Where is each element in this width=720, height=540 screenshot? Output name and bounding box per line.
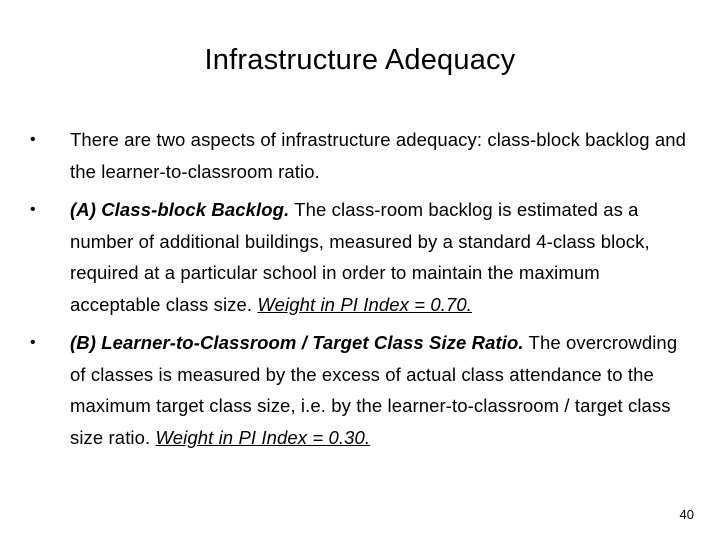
bullet-marker: • [30, 131, 36, 148]
page-number: 40 [679, 507, 694, 522]
bullet-text: There are two aspects of infrastructure adequacy: class-block backlog and the learner-to-classroom ratio. [70, 129, 687, 182]
weight-note: Weight in PI Index = 0.70. [257, 293, 473, 315]
bullet-marker: • [30, 334, 36, 351]
bullet-heading: (B) Learner-to-Classroom / Target Class Size Ratio. [70, 332, 524, 353]
bullet-text: The class-room backlog is estimated as a number of additional buildings, measured by a standard 4-class block, required at a particular school in order to maintain the maximum acceptable class size. [70, 199, 650, 315]
bullet-text: The overcrowding of classes is measured by the excess of actual class attendance to the maximum target class size, i.e. by the learner-to-classroom / target class size ratio. [70, 332, 678, 448]
bullet-item-learner-ratio [30, 327, 694, 453]
bullet-item-class-block-backlog [30, 194, 694, 320]
bullet-item-aspects [30, 124, 694, 187]
bullet-list [30, 124, 694, 460]
weight-note: Weight in PI Index = 0.30. [155, 426, 371, 448]
bullet-heading: (A) Class-block Backlog. [70, 199, 290, 220]
slide-title: Infrastructure Adequacy [204, 44, 516, 76]
bullet-marker: • [30, 201, 36, 218]
